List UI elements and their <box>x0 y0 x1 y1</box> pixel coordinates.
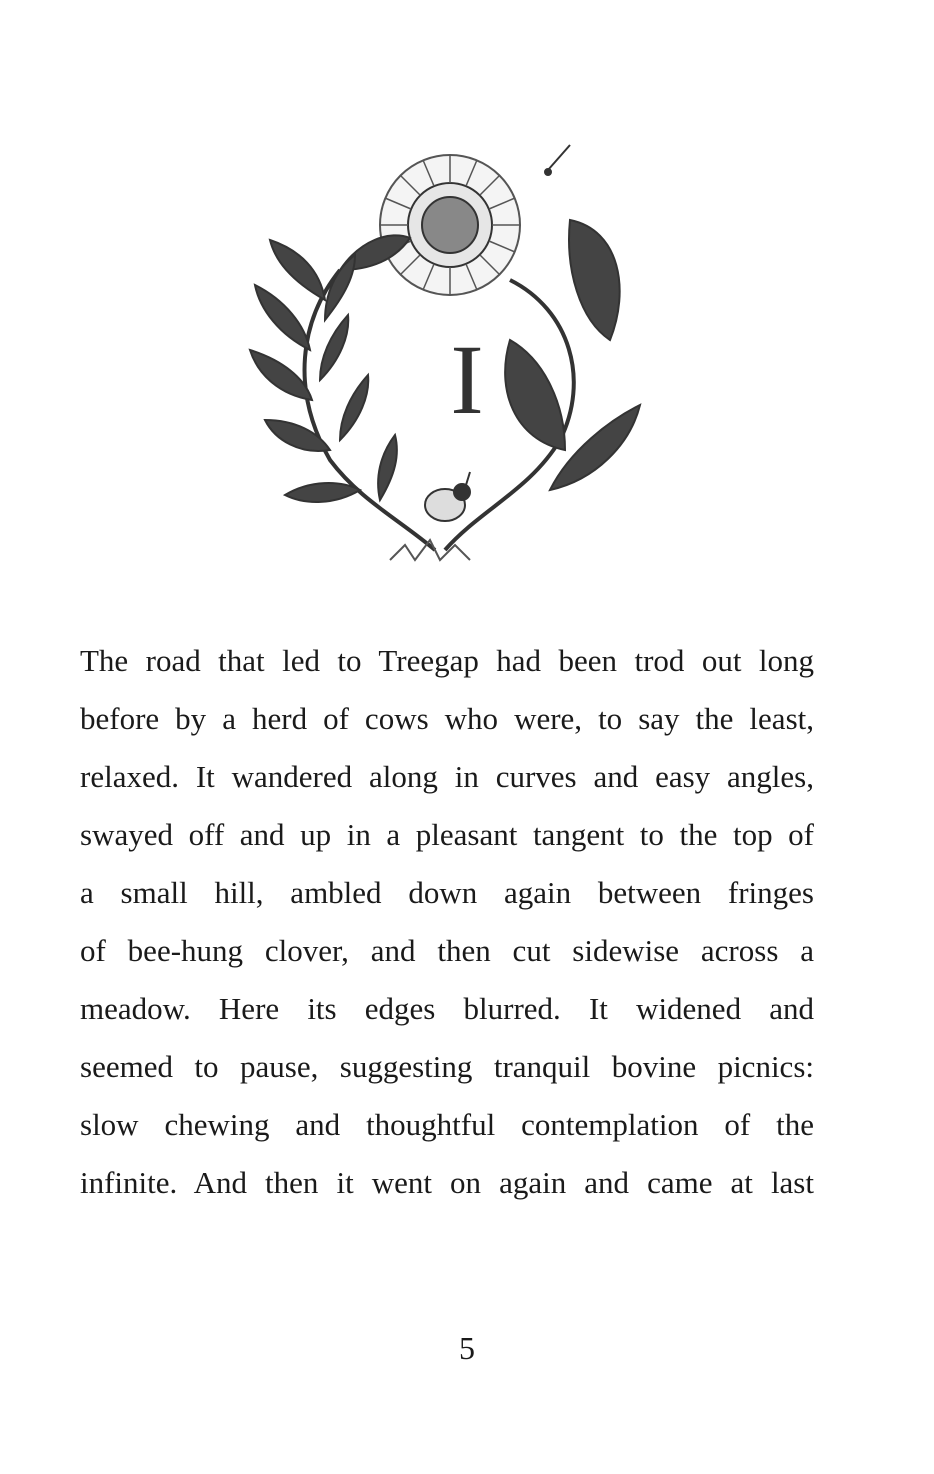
paragraph-line: before by a herd of cows who were, to say the least, <box>80 701 814 736</box>
paragraph-line: slow chewing and thoughtful contemplation of the <box>80 1107 814 1142</box>
body-paragraph <box>80 632 814 1212</box>
paragraph-line: a small hill, ambled down again between fringes <box>80 875 814 910</box>
paragraph-line: swayed off and up in a pleasant tangent to the top of <box>80 817 814 852</box>
paragraph-line: meadow. Here its edges blurred. It widened and <box>80 991 814 1026</box>
page-number: 5 <box>459 1330 475 1366</box>
paragraph-line: infinite. And then it went on again and came at last <box>80 1165 814 1200</box>
paragraph-line: of bee-hung clover, and then cut sidewise across a <box>80 933 814 968</box>
paragraph-line: relaxed. It wandered along in curves and easy angles, <box>80 759 814 794</box>
paragraph-line: seemed to pause, suggesting tranquil bovine picnics: <box>80 1049 814 1084</box>
paragraph-line: The road that led to Treegap had been trod out long <box>80 643 814 678</box>
chapter-numeral: I <box>450 324 484 435</box>
